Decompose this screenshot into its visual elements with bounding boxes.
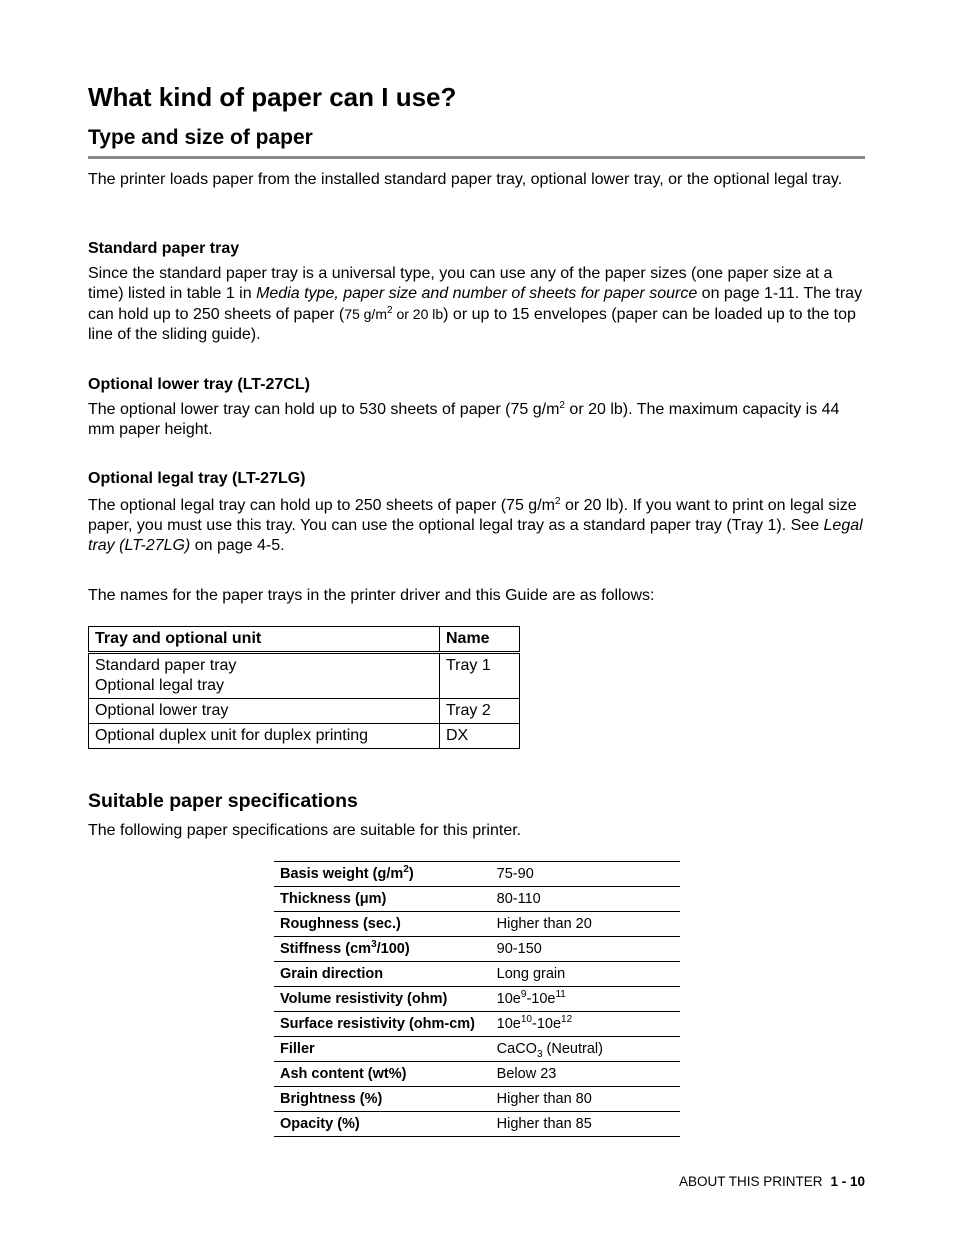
- table-cell: Standard paper tray Optional legal tray: [89, 653, 440, 699]
- page-title: What kind of paper can I use?: [88, 82, 457, 112]
- spec-value: CaCO$_3$ (Neutral): [491, 1037, 680, 1062]
- specs-intro: The following paper specifications are suitable for this printer.: [88, 822, 522, 839]
- table-header-row: [89, 627, 520, 653]
- table-row: [274, 937, 680, 962]
- specs-heading: Suitable paper specifications: [88, 790, 358, 812]
- table-row: [89, 653, 520, 699]
- table-row: [274, 1012, 680, 1037]
- tray-names-table: [88, 626, 520, 749]
- spec-name: Stiffness $(cm^3/100)$: [274, 937, 491, 962]
- legal-tray-paragraph: The optional legal tray can hold up to 250 sheets of paper (75 $g/m^2$ or 20 lb). If you want to print on legal size paper, you must use this tray. You can use the optional legal tray as a standard paper tray (Tray 1). See Legal tray (LT-27LG) on page 4-5.: [88, 496, 863, 554]
- table-cell: Tray 1: [440, 653, 520, 699]
- spec-value: Long grain: [491, 962, 680, 987]
- table-row: [274, 912, 680, 937]
- table-row: [274, 1037, 680, 1062]
- page-number: 1 - 10: [830, 1174, 865, 1189]
- standard-tray-paragraph: Since the standard paper tray is a universal type, you can use any of the paper sizes (one paper size at a time) listed in table 1 in Media type, paper size and number of sheets for paper source on page 1-11. The tray can hold up to 250 sheets of paper (75 $g/m^2$ or 20 lb) or up to 15 envelopes (paper can be loaded up to the top line of the sliding guide).: [88, 265, 863, 343]
- page-footer: [679, 1174, 865, 1189]
- spec-name: Grain direction: [274, 962, 491, 987]
- spec-value: Higher than 20: [491, 912, 680, 937]
- table-cell: Tray 2: [440, 699, 520, 724]
- table-row: [89, 699, 520, 724]
- spec-value: $10e^9-10e^{11}$: [491, 987, 680, 1012]
- table-row: [89, 724, 520, 749]
- table-cell: DX: [440, 724, 520, 749]
- table-row: [274, 962, 680, 987]
- tray-names-intro: The names for the paper trays in the printer driver and this Guide are as follows:: [88, 587, 655, 604]
- legal-tray-heading: Optional legal tray (LT-27LG): [88, 470, 306, 487]
- spec-value: Below 23: [491, 1062, 680, 1087]
- spec-value: 80-110: [491, 887, 680, 912]
- section-heading: Type and size of paper: [88, 126, 313, 149]
- table-row: [274, 987, 680, 1012]
- spec-value: Higher than 80: [491, 1087, 680, 1112]
- spec-name: Roughness (sec.): [274, 912, 491, 937]
- spec-value: Higher than 85: [491, 1112, 680, 1137]
- spec-value: $10e^{10}-10e^{12}$: [491, 1012, 680, 1037]
- spec-name: Volume resistivity (ohm): [274, 987, 491, 1012]
- table-cell: Optional duplex unit for duplex printing: [89, 724, 440, 749]
- table-row: [274, 862, 680, 887]
- spec-name: Surface resistivity (ohm-cm): [274, 1012, 491, 1037]
- spec-value: 75-90: [491, 862, 680, 887]
- table-cell: Optional lower tray: [89, 699, 440, 724]
- spec-name: Thickness (μm): [274, 887, 491, 912]
- table-row: [274, 1062, 680, 1087]
- lower-tray-paragraph: The optional lower tray can hold up to 530 sheets of paper (75 $g/m^2$ or 20 lb). The maximum capacity is 44 mm paper height.: [88, 400, 840, 438]
- lower-tray-heading: Optional lower tray (LT-27CL): [88, 376, 310, 393]
- spec-value: 90-150: [491, 937, 680, 962]
- spec-name: Filler: [274, 1037, 491, 1062]
- footer-label: ABOUT THIS PRINTER: [678, 1174, 823, 1189]
- paper-specs-table: [274, 861, 680, 1137]
- spec-name: Basis weight $(g/m^2)$: [274, 862, 491, 887]
- legal-tray-reference: Legal tray (LT-27LG): [88, 517, 863, 554]
- table-row: [274, 1087, 680, 1112]
- table-header-cell: Name: [440, 627, 520, 653]
- table-row: [274, 1112, 680, 1137]
- standard-tray-reference: Media type, paper size and number of sheets for paper source: [256, 285, 698, 302]
- intro-paragraph: The printer loads paper from the installed standard paper tray, optional lower tray, or the optional legal tray.: [88, 171, 843, 188]
- spec-name: Brightness (%): [274, 1087, 491, 1112]
- spec-name: Opacity (%): [274, 1112, 491, 1137]
- section-rule: [88, 156, 865, 159]
- table-header-cell: Tray and optional unit: [89, 627, 440, 653]
- spec-name: Ash content (wt%): [274, 1062, 491, 1087]
- standard-tray-heading: Standard paper tray: [88, 240, 240, 257]
- table-row: [274, 887, 680, 912]
